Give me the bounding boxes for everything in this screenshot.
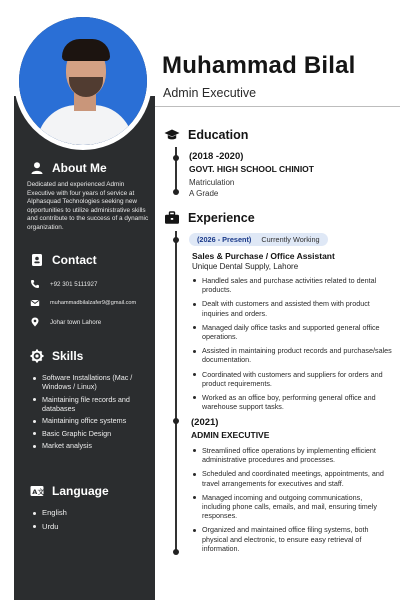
list-item: Maintaining file records and databases: [32, 395, 154, 413]
translate-icon: [30, 484, 44, 498]
svg-text:A: A: [32, 488, 38, 496]
location-pin-icon: [30, 317, 40, 327]
job1-title: Sales & Purchase / Office Assistant: [192, 251, 335, 261]
address-card-icon: [30, 253, 44, 267]
timeline-dot: [173, 418, 179, 424]
email-icon: [30, 298, 40, 308]
language-heading: A 文 Language: [30, 484, 109, 498]
skills-heading: Skills: [30, 349, 83, 363]
list-item: Assisted in maintaining product records and purchase/sales documentation.: [192, 346, 392, 364]
timeline-dot: [173, 237, 179, 243]
briefcase-icon: [164, 211, 180, 225]
contact-phone[interactable]: +92 301 5111927: [30, 279, 97, 289]
job1-company: Unique Dental Supply, Lahore: [192, 262, 299, 271]
contact-heading: Contact: [30, 253, 97, 267]
list-item: Maintaining office systems: [32, 416, 154, 425]
education-entry: (2018 -2020) GOVT. HIGH SCHOOL CHINIOT Matriculation A Grade: [189, 151, 314, 198]
job-title: Admin Executive: [163, 86, 257, 100]
list-item: Urdu: [32, 522, 154, 532]
contact-address: Johar town Lahore: [30, 317, 101, 327]
timeline-line: [175, 231, 177, 553]
about-text: Dedicated and experienced Admin Executive with four years of service at Alphasquad Technologies seeking new opportunities to utilize administrative skills and contribute to the success of a dynamic organization.: [27, 181, 149, 231]
timeline-dot: [173, 189, 179, 195]
education-heading: Education: [164, 128, 248, 142]
list-item: Streamlined office operations by implementing efficient administrative procedures and processes.: [192, 446, 392, 464]
phone-icon: [30, 279, 40, 289]
list-item: Worked as an office boy, performing general office and warehouse support tasks.: [192, 393, 392, 411]
list-item: Basic Graphic Design: [32, 429, 154, 438]
timeline-line: [175, 147, 177, 191]
list-item: English: [32, 508, 154, 518]
language-list: [32, 508, 154, 535]
graduation-cap-icon: [164, 128, 180, 142]
timeline-dot: [173, 549, 179, 555]
job2-duties: [192, 446, 392, 558]
divider: [155, 106, 400, 107]
list-item: Scheduled and coordinated meetings, appointments, and travel arrangements for executives and staff.: [192, 469, 392, 487]
user-icon: [30, 161, 44, 175]
svg-text:文: 文: [37, 488, 44, 496]
job2-years: (2021): [191, 417, 219, 428]
list-item: Managed daily office tasks and supported general office operations.: [192, 323, 392, 341]
skills-list: [32, 373, 154, 454]
list-item: Market analysis: [32, 441, 154, 450]
gear-icon: [30, 349, 44, 363]
timeline-dot: [173, 155, 179, 161]
experience-heading: Experience: [164, 211, 255, 225]
list-item: Managed incoming and outgoing communications, including phone calls, emails, and mail, ensuring timely responses.: [192, 493, 392, 521]
contact-email[interactable]: muhammadbilalzafer9@gmail.com: [30, 298, 136, 308]
list-item: Dealt with customers and assisted them with product inquiries and orders.: [192, 299, 392, 317]
list-item: Organized and maintained office filing systems, both physical and electronic, to ensure easy retrieval of information.: [192, 525, 392, 553]
job1-duties: [192, 276, 392, 416]
list-item: Coordinated with customers and suppliers for orders and product requirements.: [192, 370, 392, 388]
list-item: Software Installations (Mac / Windows / Linux): [32, 373, 154, 391]
person-name: Muhammad Bilal: [162, 52, 356, 79]
about-heading: About Me: [30, 161, 107, 175]
profile-photo: [14, 12, 152, 150]
list-item: Handled sales and purchase activities related to dental products.: [192, 276, 392, 294]
job2-title: ADMIN EXECUTIVE: [191, 430, 270, 440]
current-job-badge: (2026 - Present) Currently Working: [189, 233, 328, 246]
